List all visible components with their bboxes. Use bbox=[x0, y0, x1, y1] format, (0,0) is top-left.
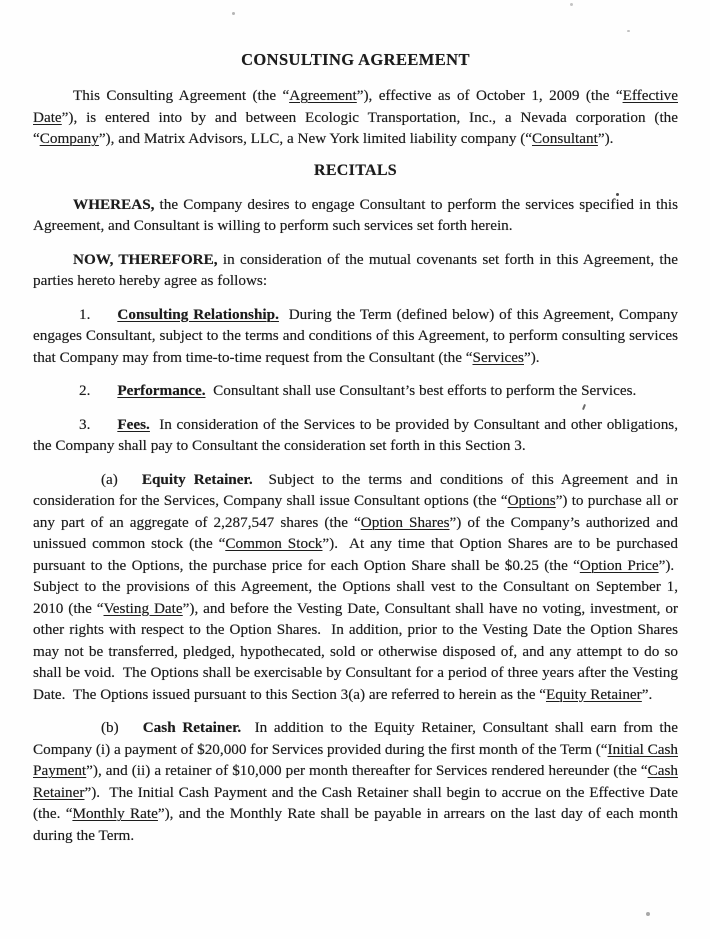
tab-space bbox=[118, 483, 142, 484]
body-text: ”), and before the Vesting Date, Consultant shall have no voting, investment, or other rights with respect to the Option Shares. In addition, prior to the Vesting Date the Option Shares may not be transferred, pledged, hypothecated, sold or otherwise disposed of, and any attempt to do so shall be void. The Options shall be exercisable by Consultant for a period of three years after the Vesting Date. The Options issued pursuant to this Section 3(a) are referred to herein as the “ bbox=[33, 599, 678, 703]
body-text: 2. bbox=[79, 382, 91, 399]
body-text: ”). The Initial Cash Payment and the Cash Retainer shall begin to accrue on the Effective Date (the. “ bbox=[33, 783, 678, 822]
body-text: ”). bbox=[597, 130, 614, 147]
body-text: 3. bbox=[79, 415, 91, 433]
body-text: In addition to the Equity Retainer, Consultant shall earn from the Company (i) a payment of $20,000 for Services provided during the first month of the Term (“ bbox=[33, 719, 678, 758]
section-3a-equity-retainer bbox=[33, 469, 678, 706]
body-text: the Company desires to engage Consultant to perform the services specified in this Agreement, and Consultant is willing to perform such services set forth herein. bbox=[33, 195, 678, 234]
body-text: ”), effective as of October 1, 2009 (the “ bbox=[356, 87, 623, 104]
body-text: ”), is entered into by and between Ecologic Transportation, Inc., a Nevada corporation (the “ bbox=[33, 108, 678, 147]
whereas-paragraph bbox=[33, 194, 678, 237]
tab-space bbox=[90, 428, 117, 429]
defined-term: Effective Date bbox=[33, 87, 678, 126]
now-therefore-paragraph bbox=[33, 249, 678, 292]
tab-space bbox=[90, 394, 117, 395]
defined-term: Company bbox=[39, 130, 99, 147]
body-text: This Consulting Agreement (the “ bbox=[73, 87, 290, 104]
scan-speck bbox=[646, 912, 650, 916]
defined-term: Agreement bbox=[289, 87, 357, 104]
section-3b-cash-retainer bbox=[33, 717, 678, 846]
scan-speck bbox=[627, 30, 630, 32]
defined-term: Equity Retainer bbox=[545, 685, 642, 703]
body-text: In consideration of the Services to be provided by Consultant and other obligations, the Company shall pay to Consultant the consideration set forth in this Section 3. bbox=[33, 415, 678, 454]
body-text: ”. bbox=[641, 685, 653, 703]
bold-text: WHEREAS, bbox=[73, 195, 155, 213]
bold-text: Cash Retainer. bbox=[142, 719, 242, 736]
body-text: ”), and (ii) a retainer of $10,000 per month thereafter for Services rendered hereunder (the “ bbox=[86, 762, 648, 779]
defined-term: Consulting Relationship. bbox=[117, 305, 279, 323]
body-text: (b) bbox=[101, 719, 119, 736]
bold-text: Equity Retainer. bbox=[141, 470, 253, 488]
body-text: Subject to the terms and conditions of this Agreement and in consideration for the Services, Company shall issue Consultant options (the “ bbox=[33, 470, 678, 509]
body-text: Consultant shall use Consultant’s best efforts to perform the Services. bbox=[205, 382, 637, 399]
body-text: ”) of the Company’s authorized and unissued common stock (the “ bbox=[33, 513, 678, 552]
body-text: ”). At any time that Option Shares are to be purchased pursuant to the Options, the purchase price for each Option Share shall be $0.25 (the “ bbox=[33, 535, 678, 574]
body-text: ”). Subject to the provisions of this Agreement, the Options shall vest to the Consultant on September 1, 2010 (the “ bbox=[33, 556, 678, 617]
scan-speck bbox=[616, 193, 619, 196]
defined-term: Monthly Rate bbox=[72, 805, 158, 822]
defined-term: Initial Cash Payment bbox=[33, 740, 678, 779]
body-text: ”), and Matrix Advisors, LLC, a New York limited liability company (“ bbox=[98, 130, 533, 147]
document-title: CONSULTING AGREEMENT bbox=[241, 50, 470, 69]
defined-term: Consultant bbox=[532, 130, 598, 147]
section-3-fees bbox=[33, 414, 678, 457]
body-text: (a) bbox=[101, 470, 118, 488]
body-text: 1. bbox=[79, 305, 91, 323]
defined-term: Option Price bbox=[579, 556, 659, 574]
tab-space bbox=[90, 318, 117, 319]
defined-term: Services bbox=[472, 348, 524, 366]
defined-term: Cash Retainer bbox=[33, 762, 678, 801]
scan-speck bbox=[232, 12, 235, 15]
bold-text: NOW, THEREFORE, bbox=[73, 250, 218, 268]
section-1-consulting-relationship bbox=[33, 304, 678, 369]
defined-term: Vesting Date bbox=[103, 599, 183, 617]
recitals-heading: RECITALS bbox=[313, 161, 398, 179]
body-text: During the Term (defined below) of this Agreement, Company engages Consultant, subject to the terms and conditions of this Agreement, to perform consulting services that Company may from time-to-time request from the Consultant (the “ bbox=[33, 305, 678, 366]
defined-term: Fees. bbox=[117, 415, 150, 433]
defined-term: Option Shares bbox=[360, 513, 450, 531]
tab-space bbox=[119, 731, 143, 732]
defined-term: Performance. bbox=[117, 382, 206, 399]
defined-term: Options bbox=[507, 492, 556, 509]
body-text: ”). bbox=[523, 348, 540, 366]
scan-speck bbox=[570, 3, 573, 6]
intro-paragraph bbox=[33, 85, 678, 150]
body-text: in consideration of the mutual covenants set forth in this Agreement, the parties hereto hereby agree as follows: bbox=[33, 250, 678, 289]
body-text: ”), and the Monthly Rate shall be payable in arrears on the last day of each month during the Term. bbox=[33, 805, 678, 844]
section-2-performance bbox=[33, 380, 678, 402]
body-text: ”) to purchase all or any part of an aggregate of 2,287,547 shares (the “ bbox=[33, 492, 678, 531]
document-body bbox=[33, 85, 678, 846]
defined-term: Common Stock bbox=[225, 535, 323, 552]
